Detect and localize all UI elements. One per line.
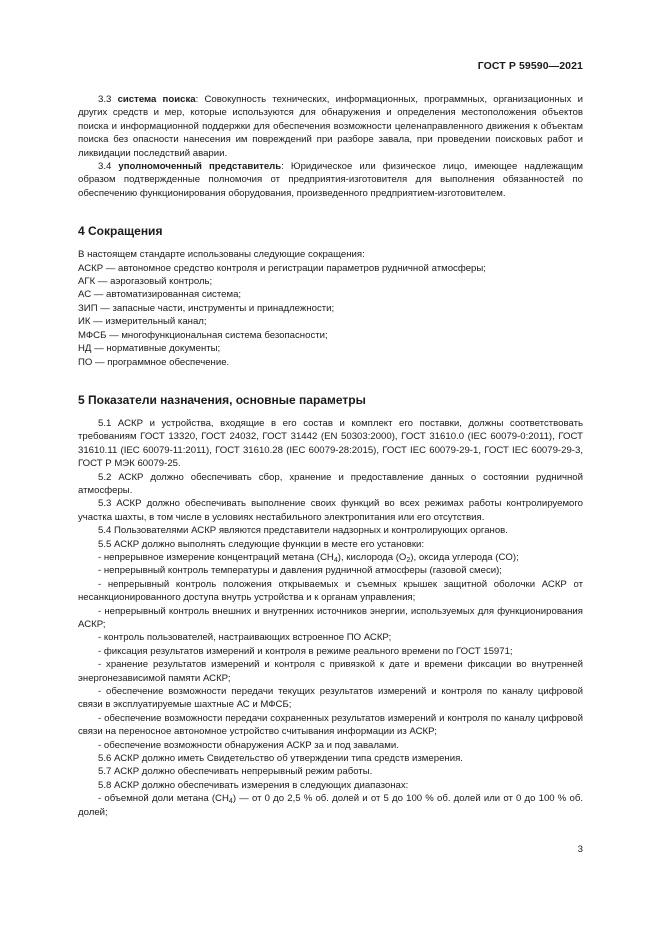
function-item: - фиксация результатов измерений и контроля в режиме реального времени по ГОСТ 15971; (98, 645, 513, 657)
function-item: - обеспечение возможности передачи сохраненных результатов измерений и контроля по каналу цифровой связи на переносное автономное устройство считывания информации из АСКР; (78, 712, 583, 738)
function-item: - непрерывное измерение концентраций метана $(CH_4)$, кислорода $(O_2)$, оксида углерода (CO); (98, 551, 519, 564)
abbreviation-item: НД — нормативные документы; (78, 343, 221, 355)
abbreviations-intro: В настоящем стандарте использованы следующие сокращения: (78, 249, 365, 261)
function-item: - непрерывный контроль температуры и давления рудничной атмосферы (газовой смеси); (98, 565, 502, 577)
function-item: - непрерывный контроль положения открываемых и съемных крышек защитной оболочки АСКР от несанкционированного доступа внутрь устройства и к органам управления; (78, 578, 583, 604)
clause-5-7: 5.7 АСКР должно обеспечивать непрерывный режим работы. (98, 766, 373, 778)
term-definition: : Совокупность технических, информационных, программных, организационных и других средств и мер, которые используются для обнаружения и определения местоположения объектов поиска и информационной поддержки для обеспечения возможности целенаправленного движения к объектам поиска без опасности нанесения им повреждений при разборе завала, при проведении поисковых работ и ликвидации последствий аварии. (78, 94, 583, 159)
abbreviation-item: ПО — программное обеспечение. (78, 356, 230, 368)
section-5-title: 5 Показатели назначения, основные параметры (78, 392, 366, 407)
function-item: - обеспечение возможности обнаружения АСКР за и под завалами. (98, 739, 399, 751)
term-number: 3.4 (98, 161, 112, 173)
document-header: ГОСТ Р 59590—2021 (477, 60, 583, 72)
function-item: - контроль пользователей, настраивающих встроенное ПО АСКР; (98, 632, 392, 644)
term-definition: : Юридическое или физическое лицо, имеющее надлежащим образом подтвержденные полномочия от предприятия-изготовителя для выполнения обязанностей по обеспечению функционирования оборудования, произведенного предприятием-изготовителем. (78, 161, 583, 199)
clause-5-3: 5.3 АСКР должно обеспечивать выполнение своих функций во всех режимах работы контролируемого участка шахты, в том числе в условиях нестабильного электропитания или его отсутствия. (78, 498, 583, 523)
abbreviation-item: МФСБ — многофункциональная система безопасности; (78, 329, 328, 341)
term-3-4 (78, 160, 583, 200)
clause-5-1: 5.1 АСКР и устройства, входящие в его состав и комплект его поставки, должны соответствовать требованиям ГОСТ 13320, ГОСТ 24032, ГОСТ 31442 (EN 50303:2000), ГОСТ 31610.0 (IEC 60079-0:2011), ГОСТ 31610.11 (IEC 60079-11:2011), ГОСТ 31610.28 (IEC 60079-28:2015), ГОСТ IEC 60079-29-1, ГОСТ IEC 60079-29-3, ГОСТ Р МЭК 60079-25. (78, 417, 583, 470)
term-number: 3.3 (98, 94, 112, 105)
term-name: система поиска (117, 94, 196, 105)
abbreviation-item: АГК — аэрогазовый контроль; (78, 276, 213, 288)
clause-5-8: 5.8 АСКР должно обеспечивать измерения в следующих диапазонах: (98, 779, 409, 791)
document-body (78, 93, 583, 819)
function-item: - обеспечение возможности передачи текущих результатов измерений и контроля по каналу цифровой связи в эксплуатируемые шахтные АС и МФСБ; (78, 686, 583, 711)
function-item: - хранение результатов измерений и контроля с привязкой к дате и времени фиксации во внутренней энергонезависимой памяти АСКР; (78, 659, 583, 684)
clause-5-6: 5.6 АСКР должно иметь Свидетельство об утверждении типа средств измерения. (98, 753, 463, 765)
page-number: 3 (577, 844, 583, 855)
term-3-3 (78, 93, 583, 160)
term-name: уполномоченный представитель (118, 161, 282, 173)
function-item: - непрерывный контроль внешних и внутренних источников энергии, используемых для функционирования АСКР; (78, 605, 583, 630)
clause-5-4: 5.4 Пользователями АСКР являются представители надзорных и контролирующих органов. (98, 525, 508, 537)
section-4-title: 4 Сокращения (78, 224, 163, 239)
clause-5-2: 5.2 АСКР должно обеспечивать сбор, хранение и предоставление данных о состоянии рудничной атмосферы. (78, 471, 583, 496)
abbreviation-item: АС — автоматизированная система; (78, 289, 242, 301)
abbreviations-list (78, 248, 583, 369)
abbreviation-item: ЗИП — запасные части, инструменты и принадлежности; (78, 302, 335, 314)
abbreviation-item: АСКР — автономное средство контроля и регистрации параметров рудничной атмосферы; (78, 262, 486, 274)
abbreviation-item: ИК — измерительный канал; (78, 316, 207, 328)
range-item: - объемной доли метана $(CH_4)$ — от 0 до 2,5 % об. долей и от 5 до 100 % об. долей или от 0 до 100 % об. долей; (78, 793, 583, 818)
clause-5-5: 5.5 АСКР должно выполнять следующие функции в месте его установки: (98, 538, 425, 550)
